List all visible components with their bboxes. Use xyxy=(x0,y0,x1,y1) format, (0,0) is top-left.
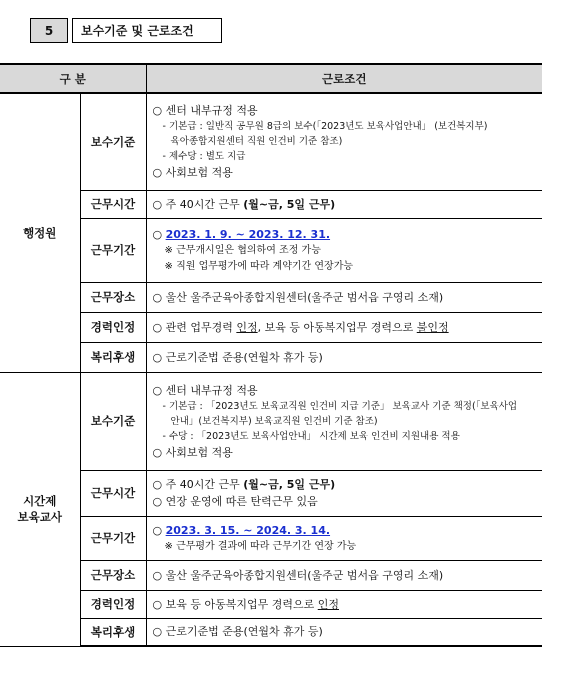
career-recognized: 인정 xyxy=(236,320,258,334)
list-item: - 기본급 : 「2023년도 보육교직원 인건비 지급 기준」 보육교사 기준 책정(「보육사업 xyxy=(162,400,518,412)
list-item: ○ 사회보험 적용 xyxy=(152,166,233,180)
table-row xyxy=(0,342,542,372)
table-row xyxy=(0,282,542,312)
admin-career-content xyxy=(146,312,542,342)
period-date: 2023. 1. 9. ~ 2023. 12. 31. xyxy=(165,227,331,241)
row-label-pay: 보수기준 xyxy=(80,93,146,190)
career-text: ○ 보육 등 아동복지업무 경력으로 xyxy=(152,597,318,611)
period-date: 2023. 3. 15. ~ 2024. 3. 14. xyxy=(165,523,331,537)
table-row xyxy=(0,93,542,190)
row-label-career: 경력인정 xyxy=(80,312,146,342)
row-label-place: 근무장소 xyxy=(80,282,146,312)
section-title: 보수기준 및 근로조건 xyxy=(72,18,222,43)
teacher-hours-content xyxy=(146,470,542,516)
row-label-place: 근무장소 xyxy=(80,560,146,590)
row-label-career: 경력인정 xyxy=(80,590,146,618)
section-number: 5 xyxy=(30,18,68,43)
table-row xyxy=(0,618,542,646)
table-row xyxy=(0,590,542,618)
career-text: , 보육 등 아동복지업무 경력으로 xyxy=(257,320,417,334)
table-row xyxy=(0,372,542,470)
table-row xyxy=(0,516,542,560)
list-item: 육아종합지원센터 직원 인건비 기준 참조) xyxy=(170,136,343,148)
admin-hours-content xyxy=(146,190,542,218)
period-bullet: ○ xyxy=(152,523,166,537)
admin-period-content xyxy=(146,218,542,282)
career-not-recognized: 불인정 xyxy=(416,320,449,334)
table-row xyxy=(0,312,542,342)
career-text: ○ 관련 업무경력 xyxy=(152,320,237,334)
table-header-row xyxy=(0,64,542,93)
group-teacher xyxy=(0,372,80,646)
teacher-period-content xyxy=(146,516,542,560)
list-item: - 수당 : 「2023년도 보육사업안내」 시간제 보육 인건비 지원내용 적용 xyxy=(162,430,460,442)
welfare-text: ○ 근로기준법 준용(연월차 휴가 등) xyxy=(152,625,323,639)
row-label-pay: 보수기준 xyxy=(80,372,146,470)
section-heading xyxy=(30,18,222,43)
list-item: - 제수당 : 별도 지급 xyxy=(162,151,246,163)
teacher-pay-content xyxy=(146,372,542,470)
admin-pay-content xyxy=(146,93,542,190)
list-item: ○ 센터 내부규정 적용 xyxy=(152,104,258,118)
row-label-period: 근무기간 xyxy=(80,516,146,560)
teacher-career-content xyxy=(146,590,542,618)
group-admin: 행정원 xyxy=(0,93,80,372)
table-row xyxy=(0,190,542,218)
table-row xyxy=(0,560,542,590)
group-teacher-line2: 보육교사 xyxy=(17,510,62,524)
note: ※ 근무평가 결과에 따라 근무기간 연장 가능 xyxy=(164,540,357,552)
hours-flex: ○ 연장 운영에 따른 탄력근무 있음 xyxy=(152,495,318,508)
row-label-hours: 근무시간 xyxy=(80,470,146,516)
list-item: 안내」(보건복지부) 보육교직원 인건비 기준 참조) xyxy=(170,415,378,427)
welfare-text: ○ 근로기준법 준용(연월차 휴가 등) xyxy=(152,350,323,364)
place-text: ○ 울산 울주군육아종합지원센터(울주군 범서읍 구영리 소재) xyxy=(152,290,444,304)
header-conditions: 근로조건 xyxy=(146,64,542,93)
hours-days: (월~금, 5일 근무) xyxy=(243,478,336,491)
hours-text: ○ 주 40시간 근무 xyxy=(152,478,244,491)
teacher-welfare-content xyxy=(146,618,542,646)
list-item: - 기본급 : 일반직 공무원 8급의 보수(「2023년도 보육사업안내」 (보건복지부) xyxy=(162,121,488,133)
hours-text: ○ 주 40시간 근무 xyxy=(152,197,244,211)
place-text: ○ 울산 울주군육아종합지원센터(울주군 범서읍 구영리 소재) xyxy=(152,568,444,582)
conditions-table xyxy=(0,63,542,647)
group-teacher-line1: 시간제 xyxy=(23,494,57,508)
row-label-hours: 근무시간 xyxy=(80,190,146,218)
list-item: ○ 사회보험 적용 xyxy=(152,445,233,459)
note: ※ 직원 업무평가에 따라 계약기간 연장가능 xyxy=(164,260,354,272)
row-label-welfare: 복리후생 xyxy=(80,618,146,646)
table-row xyxy=(0,470,542,516)
list-item: ○ 센터 내부규정 적용 xyxy=(152,383,258,397)
header-category: 구 분 xyxy=(0,64,146,93)
note: ※ 근무개시일은 협의하여 조정 가능 xyxy=(164,244,321,256)
teacher-place-content xyxy=(146,560,542,590)
admin-welfare-content xyxy=(146,342,542,372)
admin-place-content xyxy=(146,282,542,312)
row-label-welfare: 복리후생 xyxy=(80,342,146,372)
hours-days: (월~금, 5일 근무) xyxy=(243,197,336,211)
period-bullet: ○ xyxy=(152,227,166,241)
row-label-period: 근무기간 xyxy=(80,218,146,282)
table-row xyxy=(0,218,542,282)
career-recognized: 인정 xyxy=(317,597,339,611)
